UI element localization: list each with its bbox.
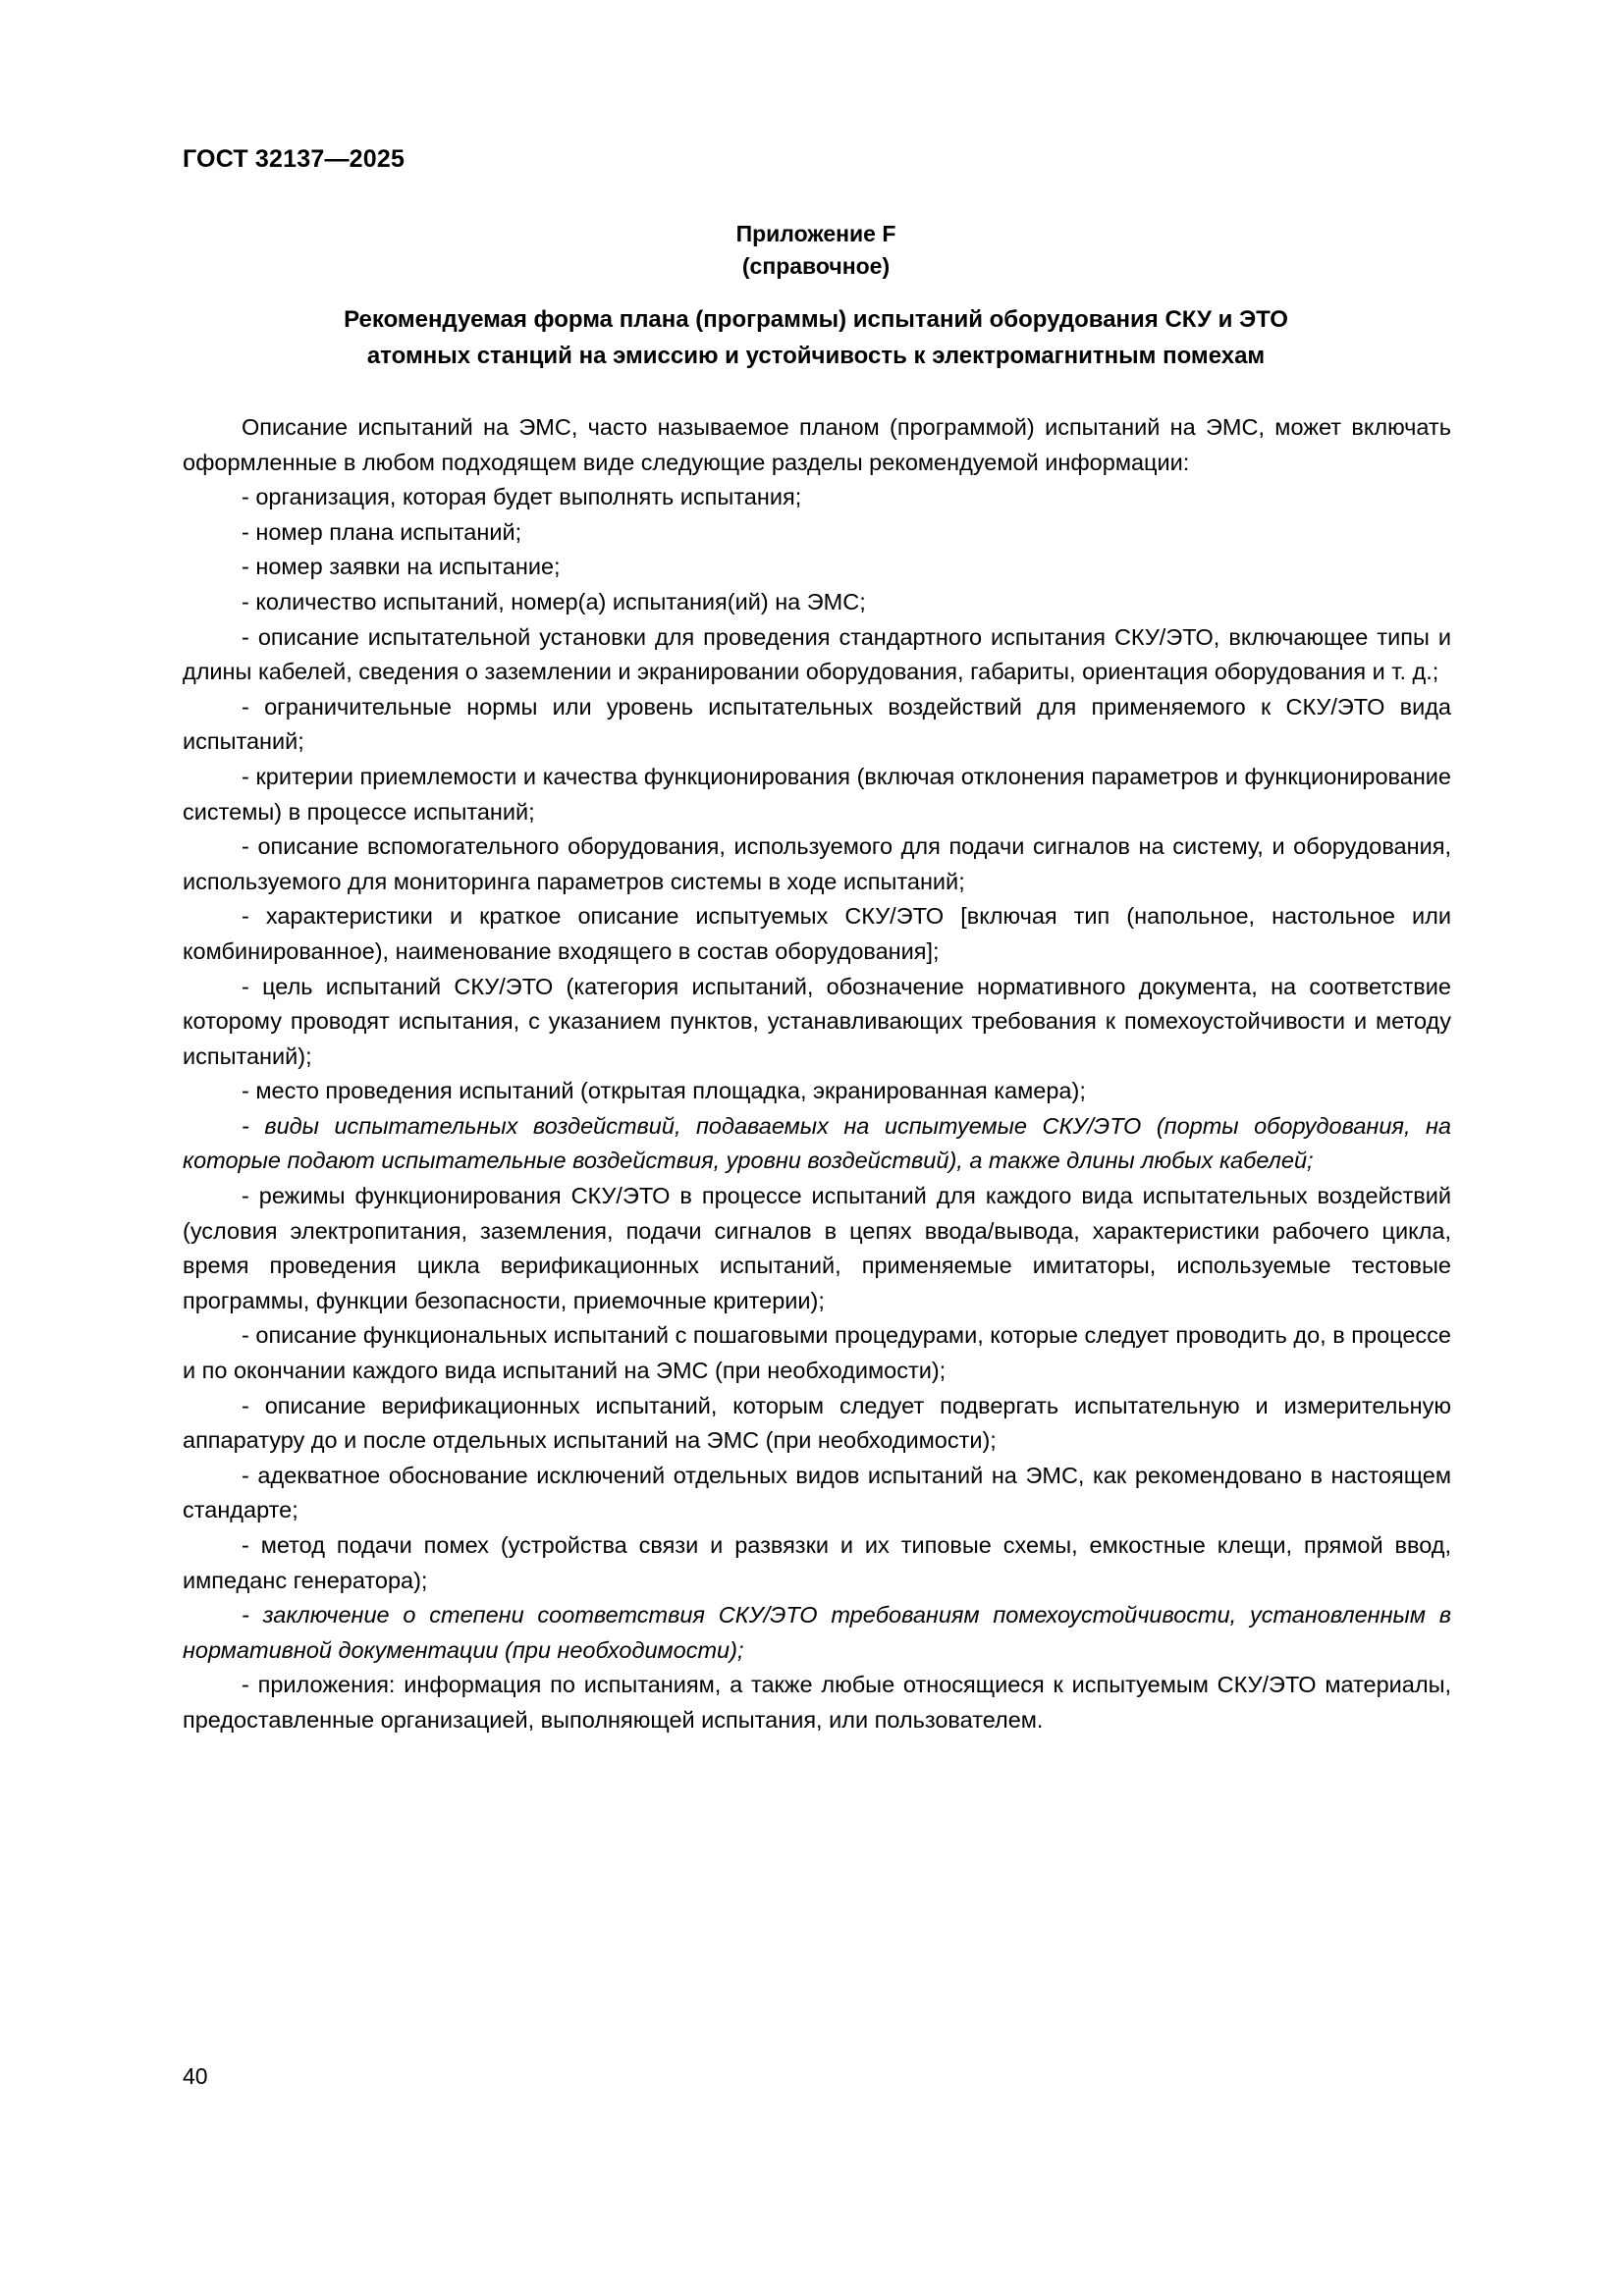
body-text xyxy=(183,410,1451,1738)
body-list-item: - цель испытаний СКУ/ЭТО (категория испытаний, обозначение нормативного документа, на соответствие которому проводят испытания, с указанием пунктов, устанавливающих требования к помехоустойчивости и методу испытаний); xyxy=(183,973,1451,1069)
appendix-heading-block xyxy=(183,218,1449,283)
body-list-item: - приложения: информация по испытаниям, а также любые относящиеся к испытуемым СКУ/ЭТО материалы, предоставленные организацией, выполняющей испытания, или пользователем. xyxy=(183,1672,1451,1733)
body-list-item: - номер плана испытаний; xyxy=(242,518,522,545)
body-list-item: - метод подачи помех (устройства связи и развязки и их типовые схемы, емкостные клещи, прямой ввод, импеданс генератора); xyxy=(183,1532,1451,1593)
body-list-item: - описание функциональных испытаний с пошаговыми процедурами, которые следует проводить до, в процессе и по окончании каждого вида испытаний на ЭМС (при необходимости); xyxy=(183,1322,1451,1384)
page-title-line-2: атомных станций на эмиссию и устойчивость к электромагнитным помехам xyxy=(366,343,1266,369)
body-list-item: - ограничительные нормы или уровень испытательных воздействий для применяемого к СКУ/ЭТО вида испытаний; xyxy=(183,693,1451,755)
page-title-line-1: Рекомендуемая форма плана (программы) испытаний оборудования СКУ и ЭТО xyxy=(344,306,1288,333)
standard-header: ГОСТ 32137—2025 xyxy=(183,145,406,173)
page-title xyxy=(183,301,1449,374)
intro-paragraph: Описание испытаний на ЭМС, часто называемое планом (программой) испытаний на ЭМС, может включать оформленные в любом подходящем виде следующие разделы рекомендуемой информации: xyxy=(183,414,1451,475)
body-list-item: - критерии приемлемости и качества функционирования (включая отклонения параметров и функционирование системы) в процессе испытаний; xyxy=(183,763,1451,825)
body-list-item: - характеристики и краткое описание испытуемых СКУ/ЭТО [включая тип (напольное, настольное или комбинированное), наименование входящего в состав оборудования]; xyxy=(183,903,1451,964)
body-list-item: - описание испытательной установки для проведения стандартного испытания СКУ/ЭТО, включающее типы и длины кабелей, сведения о заземлении и экранировании оборудования, габариты, ориентация оборудования и т. д.; xyxy=(183,623,1451,685)
body-list-item: - место проведения испытаний (открытая площадка, экранированная камера); xyxy=(242,1078,1086,1104)
body-list-item: - организация, которая будет выполнять испытания; xyxy=(242,484,802,510)
body-list-item: - описание верификационных испытаний, которым следует подвергать испытательную и измерительную аппаратуру до и после отдельных испытаний на ЭМС (при необходимости); xyxy=(183,1392,1451,1454)
appendix-kind: (справочное) xyxy=(741,253,891,279)
page-number: 40 xyxy=(183,2063,208,2089)
appendix-label: Приложение F xyxy=(735,221,896,246)
body-list-item: - адекватное обоснование исключений отдельных видов испытаний на ЭМС, как рекомендовано в настоящем стандарте; xyxy=(183,1462,1451,1523)
body-list-item: - номер заявки на испытание; xyxy=(242,554,561,580)
body-list-item: - описание вспомогательного оборудования, используемого для подачи сигналов на систему, и оборудования, используемого для мониторинга параметров системы в ходе испытаний; xyxy=(183,833,1451,894)
body-list-item: - количество испытаний, номер(а) испытания(ий) на ЭМС; xyxy=(242,588,866,614)
body-list-item: - режимы функционирования СКУ/ЭТО в процессе испытаний для каждого вида испытательных воздействий (условия электропитания, заземления, подачи сигналов в цепях ввода/вывода, характеристики рабочего цикла, время проведения цикла верификационных испытаний, применяемые имитаторы, используемые тестовые программы, функции безопасности, приемочные критерии); xyxy=(183,1183,1451,1313)
body-list-item: - заключение о степени соответствия СКУ/ЭТО требованиям помехоустойчивости, установленным в нормативной документации (при необходимости); xyxy=(183,1602,1451,1663)
body-list-item: - виды испытательных воздействий, подаваемых на испытуемые СКУ/ЭТО (порты оборудования, на которые подают испытательные воздействия, уровни воздействий), а также длины любых кабелей; xyxy=(183,1112,1451,1174)
